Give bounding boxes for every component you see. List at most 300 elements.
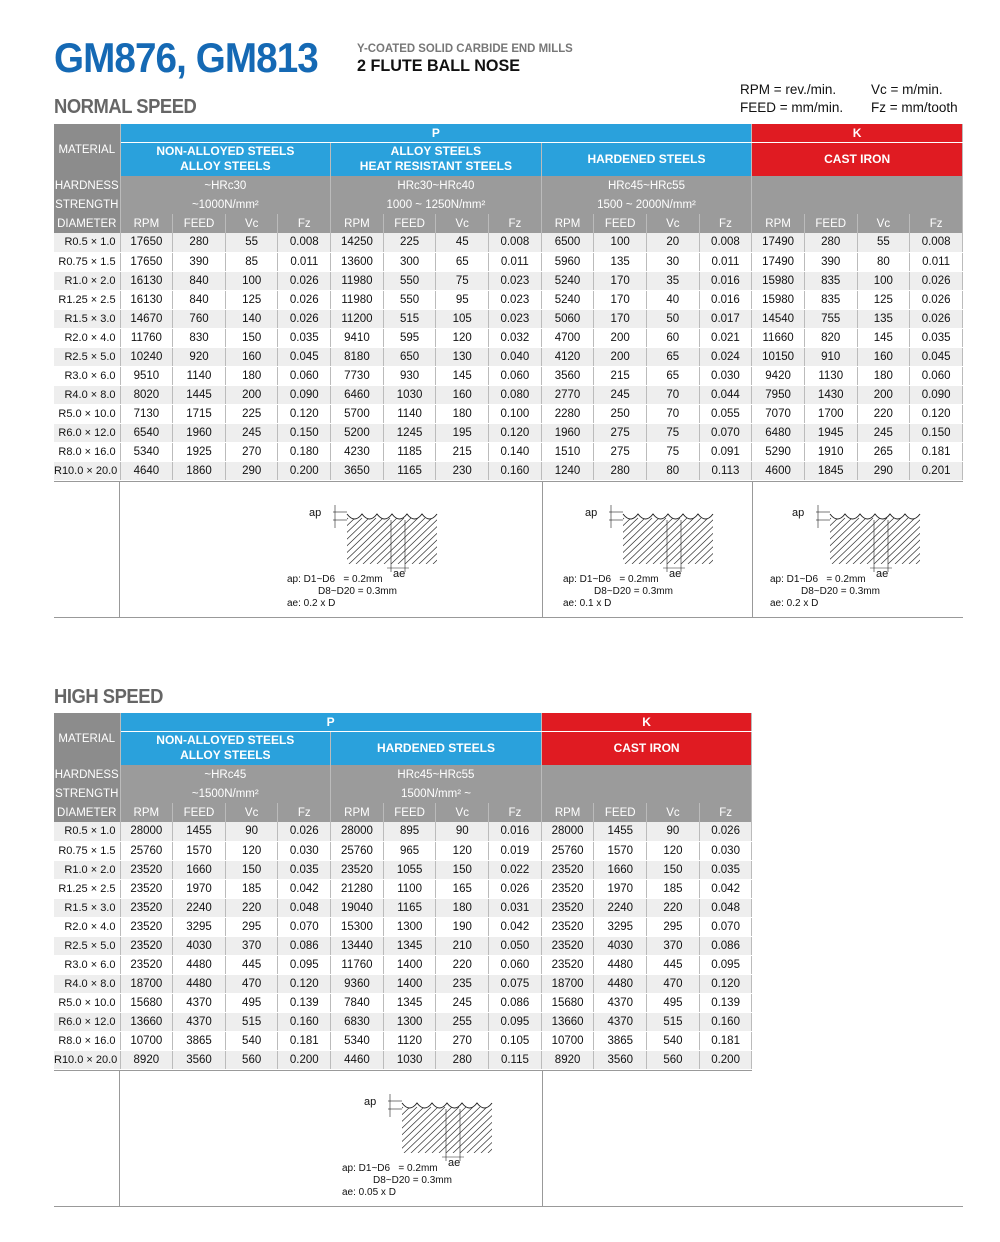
value-cell: 165 xyxy=(436,879,489,898)
value-cell: 495 xyxy=(225,993,278,1012)
ap-label: ap xyxy=(585,507,598,519)
cut-notes xyxy=(342,1163,452,1199)
value-cell: 0.011 xyxy=(278,252,331,271)
value-cell: 105 xyxy=(436,309,489,328)
value-cell: 0.050 xyxy=(489,936,542,955)
table-row xyxy=(54,252,963,271)
value-cell: 290 xyxy=(225,461,278,480)
value-cell: 9360 xyxy=(331,974,384,993)
value-cell: 16130 xyxy=(120,290,173,309)
group-k-header: K xyxy=(752,124,963,142)
value-cell: 0.016 xyxy=(699,271,752,290)
value-cell: 145 xyxy=(857,328,910,347)
value-cell: 0.120 xyxy=(489,423,542,442)
value-cell: 3865 xyxy=(594,1031,647,1050)
value-cell: 840 xyxy=(173,271,226,290)
value-cell: 16130 xyxy=(120,271,173,290)
value-cell: 120 xyxy=(436,841,489,860)
value-cell: 4230 xyxy=(331,442,384,461)
table-row xyxy=(54,1031,752,1050)
value-cell: 0.048 xyxy=(278,898,331,917)
value-cell: 135 xyxy=(857,309,910,328)
value-cell: 4370 xyxy=(594,1012,647,1031)
value-cell: 6460 xyxy=(331,385,384,404)
value-cell: 1925 xyxy=(173,442,226,461)
divider xyxy=(542,481,543,617)
column-header: RPM xyxy=(331,214,384,233)
value-cell: 210 xyxy=(436,936,489,955)
value-cell: 0.060 xyxy=(278,366,331,385)
table-row xyxy=(54,404,963,423)
value-cell: 0.201 xyxy=(910,461,963,480)
value-cell: 445 xyxy=(647,955,700,974)
value-cell: 270 xyxy=(225,442,278,461)
ap-label: ap xyxy=(364,1096,377,1108)
value-cell: 390 xyxy=(804,252,857,271)
value-cell: 1945 xyxy=(804,423,857,442)
column-header: Vc xyxy=(436,803,489,822)
hardness-value xyxy=(541,765,752,784)
diameter-cell: R10.0 × 20.0 xyxy=(54,1050,120,1069)
value-cell: 1245 xyxy=(383,423,436,442)
hardness-value: HRc45~HRc55 xyxy=(541,176,752,195)
value-cell: 0.031 xyxy=(489,898,542,917)
value-cell: 55 xyxy=(857,233,910,252)
value-cell: 5960 xyxy=(541,252,594,271)
value-cell: 0.086 xyxy=(699,936,752,955)
cut-note-line: ap: D1~D6 = 0.2mm xyxy=(770,574,866,585)
table-row xyxy=(54,993,752,1012)
value-cell: 0.090 xyxy=(278,385,331,404)
table-row xyxy=(54,974,752,993)
value-cell: 0.181 xyxy=(699,1031,752,1050)
value-cell: 0.080 xyxy=(489,385,542,404)
label-diameter: DIAMETER xyxy=(54,214,120,233)
value-cell: 23520 xyxy=(120,879,173,898)
value-cell: 9510 xyxy=(120,366,173,385)
value-cell: 0.016 xyxy=(489,822,542,841)
value-cell: 0.091 xyxy=(699,442,752,461)
value-cell: 14670 xyxy=(120,309,173,328)
value-cell: 17490 xyxy=(752,233,805,252)
value-cell: 0.045 xyxy=(910,347,963,366)
value-cell: 0.060 xyxy=(489,955,542,974)
value-cell: 17650 xyxy=(120,252,173,271)
divider xyxy=(542,1070,543,1206)
column-header: Fz xyxy=(278,214,331,233)
legend-right xyxy=(871,81,958,117)
value-cell: 1030 xyxy=(383,1050,436,1069)
diameter-cell: R6.0 × 12.0 xyxy=(54,1012,120,1031)
value-cell: 8920 xyxy=(541,1050,594,1069)
value-cell: 0.026 xyxy=(278,271,331,290)
value-cell: 9410 xyxy=(331,328,384,347)
value-cell: 15680 xyxy=(541,993,594,1012)
value-cell: 560 xyxy=(647,1050,700,1069)
table-row xyxy=(54,822,752,841)
value-cell: 270 xyxy=(436,1031,489,1050)
column-header: FEED xyxy=(173,214,226,233)
value-cell: 0.070 xyxy=(699,917,752,936)
value-cell: 90 xyxy=(647,822,700,841)
value-cell: 120 xyxy=(647,841,700,860)
value-cell: 4480 xyxy=(173,955,226,974)
table-row xyxy=(54,860,752,879)
value-cell: 1660 xyxy=(594,860,647,879)
value-cell: 160 xyxy=(436,385,489,404)
strength-value: ~1000N/mm² xyxy=(120,195,331,214)
ap-label: ap xyxy=(792,507,805,519)
value-cell: 5340 xyxy=(120,442,173,461)
value-cell: 550 xyxy=(383,271,436,290)
value-cell: 515 xyxy=(383,309,436,328)
value-cell: 0.026 xyxy=(489,879,542,898)
value-cell: 100 xyxy=(857,271,910,290)
value-cell: 290 xyxy=(857,461,910,480)
value-cell: 90 xyxy=(225,822,278,841)
value-cell: 23520 xyxy=(120,955,173,974)
value-cell: 0.120 xyxy=(278,404,331,423)
value-cell: 0.035 xyxy=(278,328,331,347)
value-cell: 3865 xyxy=(173,1031,226,1050)
divider xyxy=(119,481,120,617)
value-cell: 30 xyxy=(646,252,699,271)
value-cell: 150 xyxy=(225,860,278,879)
value-cell: 20 xyxy=(646,233,699,252)
value-cell: 3560 xyxy=(173,1050,226,1069)
value-cell: 0.011 xyxy=(489,252,542,271)
column-header: Fz xyxy=(699,214,752,233)
value-cell: 1165 xyxy=(383,461,436,480)
column-header: Fz xyxy=(699,803,752,822)
value-cell: 0.008 xyxy=(489,233,542,252)
value-cell: 5240 xyxy=(541,290,594,309)
label-strength: STRENGTH xyxy=(54,195,120,214)
value-cell: 11980 xyxy=(331,290,384,309)
value-cell: 65 xyxy=(646,366,699,385)
material-non-alloyed: NON-ALLOYED STEELS ALLOY STEELS xyxy=(120,731,331,765)
value-cell: 4030 xyxy=(594,936,647,955)
value-cell: 1910 xyxy=(804,442,857,461)
value-cell: 1185 xyxy=(383,442,436,461)
value-cell: 225 xyxy=(225,404,278,423)
value-cell: 0.019 xyxy=(489,841,542,860)
value-cell: 1300 xyxy=(383,1012,436,1031)
value-cell: 0.100 xyxy=(489,404,542,423)
value-cell: 120 xyxy=(225,841,278,860)
value-cell: 180 xyxy=(436,898,489,917)
value-cell: 15980 xyxy=(752,290,805,309)
value-cell: 7130 xyxy=(120,404,173,423)
value-cell: 275 xyxy=(594,423,647,442)
value-cell: 1960 xyxy=(173,423,226,442)
value-cell: 0.023 xyxy=(489,271,542,290)
value-cell: 185 xyxy=(225,879,278,898)
value-cell: 200 xyxy=(857,385,910,404)
table-row xyxy=(54,366,963,385)
column-header: FEED xyxy=(173,803,226,822)
value-cell: 8020 xyxy=(120,385,173,404)
value-cell: 120 xyxy=(436,328,489,347)
column-header: FEED xyxy=(594,214,647,233)
table-row xyxy=(54,290,963,309)
value-cell: 1345 xyxy=(383,936,436,955)
value-cell: 180 xyxy=(436,404,489,423)
column-header: Vc xyxy=(857,214,910,233)
value-cell: 4600 xyxy=(752,461,805,480)
column-header: Vc xyxy=(436,214,489,233)
value-cell: 0.035 xyxy=(910,328,963,347)
value-cell: 300 xyxy=(383,252,436,271)
value-cell: 4370 xyxy=(594,993,647,1012)
value-cell: 23520 xyxy=(541,917,594,936)
value-cell: 1660 xyxy=(173,860,226,879)
value-cell: 2770 xyxy=(541,385,594,404)
value-cell: 0.139 xyxy=(278,993,331,1012)
value-cell: 215 xyxy=(594,366,647,385)
value-cell: 170 xyxy=(594,309,647,328)
strength-value xyxy=(541,784,752,803)
diameter-cell: R1.0 × 2.0 xyxy=(54,271,120,290)
value-cell: 4030 xyxy=(173,936,226,955)
column-header: Fz xyxy=(278,803,331,822)
value-cell: 23520 xyxy=(120,917,173,936)
value-cell: 220 xyxy=(857,404,910,423)
subtitle-product-type: Y-COATED SOLID CARBIDE END MILLS xyxy=(357,41,573,55)
hardness-value: HRc30~HRc40 xyxy=(331,176,542,195)
table-row xyxy=(54,879,752,898)
value-cell: 0.026 xyxy=(910,290,963,309)
diameter-cell: R1.5 × 3.0 xyxy=(54,898,120,917)
value-cell: 1970 xyxy=(594,879,647,898)
value-cell: 0.160 xyxy=(489,461,542,480)
table-row xyxy=(54,917,752,936)
value-cell: 1240 xyxy=(541,461,594,480)
value-cell: 0.070 xyxy=(699,423,752,442)
value-cell: 0.070 xyxy=(278,917,331,936)
value-cell: 14250 xyxy=(331,233,384,252)
cut-note-line: ae: 0.05 x D xyxy=(342,1187,396,1198)
value-cell: 0.060 xyxy=(489,366,542,385)
value-cell: 150 xyxy=(647,860,700,879)
value-cell: 21280 xyxy=(331,879,384,898)
value-cell: 280 xyxy=(594,461,647,480)
value-cell: 0.090 xyxy=(910,385,963,404)
legend-left xyxy=(740,81,843,117)
diameter-cell: R0.75 × 1.5 xyxy=(54,841,120,860)
value-cell: 2240 xyxy=(173,898,226,917)
value-cell: 0.045 xyxy=(278,347,331,366)
value-cell: 10240 xyxy=(120,347,173,366)
value-cell: 1300 xyxy=(383,917,436,936)
column-header: RPM xyxy=(541,214,594,233)
value-cell: 235 xyxy=(436,974,489,993)
value-cell: 1445 xyxy=(173,385,226,404)
value-cell: 90 xyxy=(436,822,489,841)
divider xyxy=(54,1070,752,1071)
value-cell: 830 xyxy=(173,328,226,347)
value-cell: 820 xyxy=(804,328,857,347)
value-cell: 6830 xyxy=(331,1012,384,1031)
value-cell: 13440 xyxy=(331,936,384,955)
value-cell: 0.160 xyxy=(699,1012,752,1031)
label-material: MATERIAL xyxy=(54,713,120,765)
value-cell: 245 xyxy=(436,993,489,1012)
value-cell: 835 xyxy=(804,290,857,309)
value-cell: 0.140 xyxy=(489,442,542,461)
material-cast-iron: CAST IRON xyxy=(541,731,752,765)
value-cell: 0.021 xyxy=(699,328,752,347)
value-cell: 5700 xyxy=(331,404,384,423)
value-cell: 3560 xyxy=(541,366,594,385)
diameter-cell: R8.0 × 16.0 xyxy=(54,442,120,461)
value-cell: 390 xyxy=(173,252,226,271)
value-cell: 275 xyxy=(594,442,647,461)
value-cell: 1400 xyxy=(383,955,436,974)
value-cell: 23520 xyxy=(120,936,173,955)
diameter-cell: R1.5 × 3.0 xyxy=(54,309,120,328)
value-cell: 0.030 xyxy=(699,841,752,860)
value-cell: 3560 xyxy=(594,1050,647,1069)
value-cell: 23520 xyxy=(541,879,594,898)
strength-value xyxy=(752,195,963,214)
value-cell: 295 xyxy=(225,917,278,936)
value-cell: 140 xyxy=(225,309,278,328)
column-header: RPM xyxy=(120,214,173,233)
value-cell: 5290 xyxy=(752,442,805,461)
divider xyxy=(752,481,753,617)
value-cell: 370 xyxy=(647,936,700,955)
value-cell: 0.035 xyxy=(278,860,331,879)
value-cell: 6480 xyxy=(752,423,805,442)
material-cast-iron: CAST IRON xyxy=(752,142,963,176)
value-cell: 1030 xyxy=(383,385,436,404)
table-row xyxy=(54,898,752,917)
value-cell: 200 xyxy=(225,385,278,404)
column-header: RPM xyxy=(541,803,594,822)
value-cell: 540 xyxy=(647,1031,700,1050)
table-row xyxy=(54,423,963,442)
diameter-cell: R0.75 × 1.5 xyxy=(54,252,120,271)
value-cell: 0.180 xyxy=(278,442,331,461)
value-cell: 10150 xyxy=(752,347,805,366)
value-cell: 70 xyxy=(646,385,699,404)
value-cell: 23520 xyxy=(541,936,594,955)
value-cell: 4120 xyxy=(541,347,594,366)
value-cell: 150 xyxy=(225,328,278,347)
strength-value: 1500N/mm² ~ xyxy=(331,784,542,803)
value-cell: 4700 xyxy=(541,328,594,347)
cut-note-line: ap: D1~D6 = 0.2mm xyxy=(563,574,659,585)
value-cell: 180 xyxy=(857,366,910,385)
value-cell: 0.139 xyxy=(699,993,752,1012)
value-cell: 25760 xyxy=(541,841,594,860)
cut-note-line: ae: 0.2 x D xyxy=(770,598,819,609)
value-cell: 1345 xyxy=(383,993,436,1012)
cut-note-line: ap: D1~D6 = 0.2mm xyxy=(342,1163,438,1174)
value-cell: 1960 xyxy=(541,423,594,442)
diameter-cell: R1.25 × 2.5 xyxy=(54,879,120,898)
diameter-cell: R3.0 × 6.0 xyxy=(54,366,120,385)
value-cell: 7730 xyxy=(331,366,384,385)
value-cell: 0.120 xyxy=(910,404,963,423)
table-row xyxy=(54,1012,752,1031)
value-cell: 125 xyxy=(857,290,910,309)
high-speed-table xyxy=(54,713,752,1070)
value-cell: 245 xyxy=(857,423,910,442)
value-cell: 0.008 xyxy=(278,233,331,252)
value-cell: 965 xyxy=(383,841,436,860)
value-cell: 0.115 xyxy=(489,1050,542,1069)
value-cell: 930 xyxy=(383,366,436,385)
value-cell: 1140 xyxy=(173,366,226,385)
value-cell: 15680 xyxy=(120,993,173,1012)
value-cell: 0.120 xyxy=(278,974,331,993)
column-header: Fz xyxy=(489,214,542,233)
table-row xyxy=(54,1050,752,1069)
column-header: FEED xyxy=(383,214,436,233)
value-cell: 1120 xyxy=(383,1031,436,1050)
value-cell: 65 xyxy=(646,347,699,366)
diameter-cell: R5.0 × 10.0 xyxy=(54,993,120,1012)
value-cell: 100 xyxy=(594,233,647,252)
value-cell: 11200 xyxy=(331,309,384,328)
value-cell: 1140 xyxy=(383,404,436,423)
value-cell: 470 xyxy=(647,974,700,993)
value-cell: 55 xyxy=(225,233,278,252)
value-cell: 0.048 xyxy=(699,898,752,917)
cut-diagram xyxy=(287,500,467,609)
value-cell: 200 xyxy=(594,347,647,366)
value-cell: 0.026 xyxy=(278,290,331,309)
value-cell: 1430 xyxy=(804,385,857,404)
diameter-cell: R0.5 × 1.0 xyxy=(54,233,120,252)
value-cell: 17490 xyxy=(752,252,805,271)
value-cell: 28000 xyxy=(541,822,594,841)
value-cell: 0.026 xyxy=(699,822,752,841)
column-header: Fz xyxy=(489,803,542,822)
divider xyxy=(54,481,963,482)
value-cell: 180 xyxy=(225,366,278,385)
value-cell: 5060 xyxy=(541,309,594,328)
group-p-header: P xyxy=(120,713,541,731)
value-cell: 0.095 xyxy=(278,955,331,974)
value-cell: 130 xyxy=(436,347,489,366)
legend-rpm: RPM = rev./min. xyxy=(740,82,837,97)
value-cell: 470 xyxy=(225,974,278,993)
diameter-cell: R6.0 × 12.0 xyxy=(54,423,120,442)
diameter-cell: R4.0 × 8.0 xyxy=(54,385,120,404)
value-cell: 11760 xyxy=(331,955,384,974)
value-cell: 225 xyxy=(383,233,436,252)
value-cell: 23520 xyxy=(541,898,594,917)
group-p-header: P xyxy=(120,124,752,142)
value-cell: 1455 xyxy=(594,822,647,841)
value-cell: 0.200 xyxy=(699,1050,752,1069)
divider xyxy=(54,617,963,618)
value-cell: 0.026 xyxy=(910,309,963,328)
value-cell: 25760 xyxy=(120,841,173,860)
cut-note-line: D8~D20 = 0.3mm xyxy=(373,1175,452,1186)
column-header: Fz xyxy=(910,214,963,233)
value-cell: 35 xyxy=(646,271,699,290)
label-diameter: DIAMETER xyxy=(54,803,120,822)
table-row xyxy=(54,309,963,328)
divider xyxy=(54,1206,963,1207)
strength-value: 1000 ~ 1250N/mm² xyxy=(331,195,542,214)
divider xyxy=(119,1070,120,1206)
value-cell: 23520 xyxy=(541,955,594,974)
